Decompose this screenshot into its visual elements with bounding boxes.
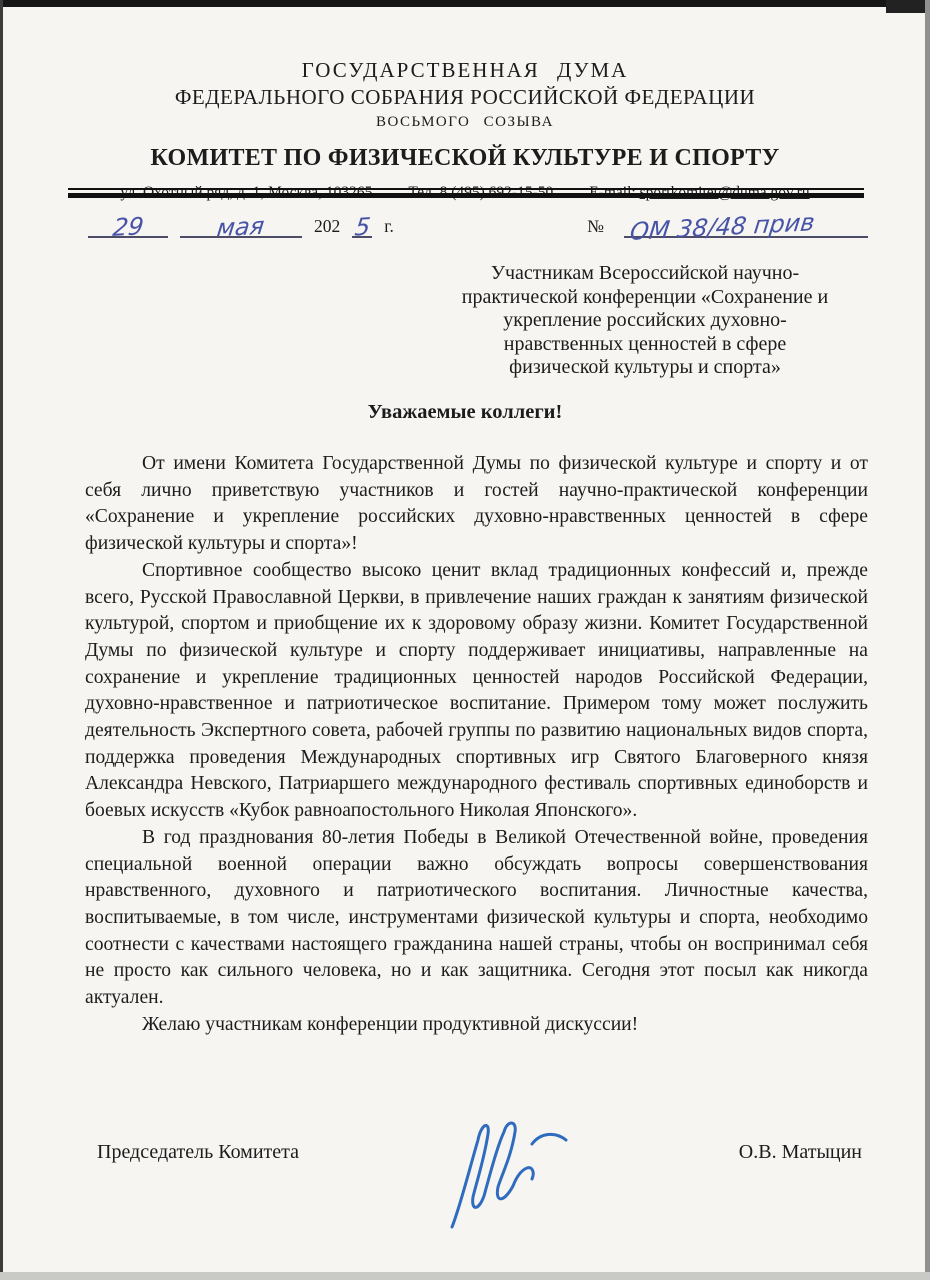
date-group (88, 206, 394, 243)
signature-flourish-stroke (532, 1134, 566, 1144)
divider-thin-line (68, 188, 864, 190)
addressee-line: Участникам Всероссийской научно- (490, 262, 800, 284)
scan-edge-top (0, 0, 930, 7)
handwritten-year-digit: 5 (352, 212, 372, 242)
letterhead (0, 58, 930, 202)
scan-edge-bottom (0, 1272, 930, 1280)
org-convocation: ВОСЬМОГО СОЗЫВА (376, 114, 554, 130)
addressee-line: физической культуры и спорта» (509, 356, 781, 378)
date-day-field (88, 206, 168, 242)
scan-edge-top-right (886, 0, 930, 13)
addressee-line: укрепление российских духовно- (503, 309, 787, 331)
committee-name: КОМИТЕТ ПО ФИЗИЧЕСКОЙ КУЛЬТУРЕ И СПОРТУ (150, 145, 780, 171)
org-name-line2: ФЕДЕРАЛЬНОГО СОБРАНИЯ РОССИЙСКОЙ ФЕДЕРАЦИИ (174, 85, 756, 109)
letterhead-divider (68, 188, 864, 198)
divider-thick-line (68, 193, 864, 198)
number-group (587, 206, 868, 246)
year-suffix: г. (384, 216, 394, 236)
handwritten-day: 29 (111, 212, 145, 242)
body-paragraph-1: От имени Комитета Государственной Думы по физической культуре и спорту и от себя лично приветствую участников и гостей научно-практической конференции «Сохранение и укрепление российских духовно-нравственных ценностей в сфере физической культуры и спорта»! (85, 453, 868, 555)
handwritten-number: ОМ 38/48 прив (628, 208, 817, 246)
signature-main-stroke (452, 1123, 533, 1227)
number-label: № (587, 216, 604, 236)
addressee-block (410, 262, 880, 380)
body-paragraph-3: В год празднования 80-летия Победы в Великой Отечественной войне, проведения специальной военной операции важно обсуждать вопросы совершенствования нравственного, духовного и патриотического воспитания. Личностные качества, воспитываемые, в том числе, инструментами физической культуры и спорта, необходимо соотнести с качествами настоящего гражданина нашей страны, чтобы он воспринимал себя не просто как сильного человека, но и как защитника. Сегодня этот посыл как никогда актуален. (85, 826, 868, 1009)
signer-name: О.В. Матыцин (738, 1141, 862, 1163)
org-name-line1: ГОСУДАРСТВЕННАЯ ДУМА (301, 58, 629, 82)
number-field (624, 206, 868, 246)
addressee-line: практической конференции «Сохранение и (461, 285, 829, 308)
letter-body (85, 451, 868, 1038)
handwritten-month: мая (215, 211, 267, 243)
date-month-field (180, 206, 302, 243)
addressee-line: нравственных ценностей в сфере (503, 332, 787, 355)
body-paragraph-4: Желаю участникам конференции продуктивной дискуссии! (142, 1013, 639, 1035)
handwritten-signature (420, 1112, 570, 1237)
salutation: Уважаемые коллеги! (367, 401, 563, 423)
year-printed: 202 (314, 216, 341, 236)
signer-position: Председатель Комитета (97, 1141, 300, 1163)
year-digit-field (352, 206, 372, 242)
date-number-line (88, 206, 868, 246)
body-paragraph-2: Спортивное сообщество высоко ценит вклад традиционных конфессий и, прежде всего, Русской Православной Церкви, в привлечение наших граждан к занятиям физической культурой, спортом и приобщение их к здоровому образу жизни. Комитет Государственной Думы по физической культуре и спорту поддерживает инициативы, направленные на сохранение и укрепление традиционных ценностей народов Российской Федерации, духовно-нравственное и патриотическое воспитание. Примером тому может послужить деятельность Экспертного совета, рабочей группы по развитию национальных видов спорта, поддержка проведения Международных спортивных игр Святого Благоверного князя Александра Невского, Патриаршего международного фестиваль спортивных единоборств и боевых искусств «Кубок равноапостольного Николая Японского». (85, 559, 868, 822)
